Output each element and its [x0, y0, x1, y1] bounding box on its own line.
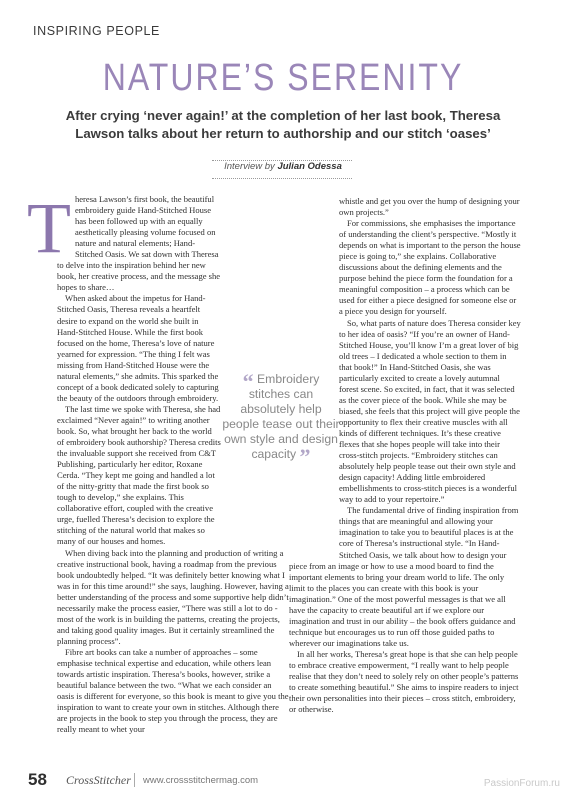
article-paragraph: The fundamental drive of finding inspiration from things that are meaningful and allowing your imagination to take you to beautiful places is at the core of Theresa’s instructional style. “In Hand-Stitched Oasis, we talk about how to design your piece from an image or how to use a mood board to find the important elements to bring your dream world to life. The only limit to the places you can create with this book is your imagination.” One of the most powerful messages is that we all have the capacity to create beautiful art if we explore our imagination and trust in our ability – the book offers guidance and technique but encourages us to run off those guided paths to wherever our imaginations take us.	[289, 505, 519, 648]
standfirst: After crying ‘never again!’ at the completion of her last book, Theresa Lawson talks about her return to authorship and our stitch ‘oases’	[65, 108, 501, 141]
article-paragraph: Theresa Lawson’s first book, the beautiful embroidery guide Hand-Stitched House has been followed up with an equally aesthetically pleasing volume focused on nature and natural elements; Hand-Stitched Oasis. We sat down with Theresa to delve into the inspiration behind her new book, her creative process, and the message she hopes to share…	[27, 188, 221, 293]
footer-divider	[134, 773, 135, 787]
article-paragraph: Fibre art books can take a number of approaches – some emphasise technical expertise and education, while others lean towards artistic inspiration. Theresa’s books, however, strike a beautiful balance between the two. “What we each consider an oasis is different for everyone, so this book is meant to give you the inspiration to want to create your own in stitches. Although there are projects in the book to step you through the process, they are really meant to whet your	[57, 646, 289, 735]
byline	[0, 161, 566, 172]
magazine-logo: CrossStitcher	[66, 773, 131, 787]
pull-quote-text: Embroidery stitches can absolutely help people tease out their own style and design capacity	[222, 372, 340, 461]
website-link[interactable]: www.crossstitchermag.com	[143, 775, 259, 786]
drop-cap: T	[27, 188, 71, 268]
watermark: PassionForum.ru	[483, 778, 560, 789]
page-title: NATURE’S SERENITY	[102, 56, 464, 99]
article-paragraph: In all her works, Theresa’s great hope is that she can help people to embrace creative empowerment, “I really want to help people realise that they don’t need to solely rely on other people’s patterns to create something beautiful.” She aims to inspire readers to inject their own personalities into their pieces – cross stitch, embroidery, or otherwise.	[289, 648, 519, 715]
byline-prefix: Interview by	[224, 161, 275, 172]
article-paragraph: So, what parts of nature does Theresa consider key to her idea of oasis? “If you’re an owner of Hand-Stitched House, you’ll know I’m a great lover of big old trees – I dedicated a whole section to them in that book!” In Hand-Stitched Oasis, she was particularly excited to create a lovely autumnal forest scene. So excited, in fact, that it was selected as the cover piece of the book. While she may be biased, she feels that this project will give people the opportunity to flex their creative muscles with all kinds of different techniques. It’s these creative flexes that she hopes people will take into their cross-stitch projects. “Embroidery stitches can absolutely help people tease out their own style and design capacity! Adding little embroidered embellishments to cross-stitch pieces is a wonderful way to add to your repertoire.”	[339, 317, 521, 505]
section-label: INSPIRING PEOPLE	[33, 24, 160, 38]
article-column-left	[27, 188, 289, 735]
pull-quote	[222, 369, 340, 469]
byline-author: Julian Odessa	[277, 161, 342, 172]
article-paragraph: When diving back into the planning and production of writing a creative instructional book, having a roadmap from the previous book undoubtedly helped. “It was definitely better knowing what I was in for this time around!” she says, laughing. However, having a better understanding of the process and some supportive help didn’t necessarily make the process easier, “There was still a lot to do - most of the work is in building the patterns, creating the projects, and taking good quality images. But it certainly streamlined the planning process”.	[57, 547, 289, 646]
article-paragraph: The last time we spoke with Theresa, she had exclaimed “Never again!” to writing another book. So, what brought her back to the world of embroidery book authorship? Theresa credits the invaluable support she received from C&T Publishing, particularly her editor, Roxane Cerda. “They kept me going and handled a lot of the nitty-gritty that made the first book so tough to develop,” she explains. This collaborative effort, coupled with the creative urge, fuelled Theresa’s decision to explore the stitching of the natural world that makes so many of our houses and homes.	[57, 403, 221, 547]
article-paragraph: whistle and get you over the hump of designing your own projects.”	[339, 196, 520, 218]
close-quote-icon: ”	[299, 444, 311, 469]
page-number: 58	[28, 770, 47, 789]
byline-rule-bottom	[212, 178, 352, 179]
article-paragraph: When asked about the impetus for Hand-Stitched Oasis, Theresa reveals a heartfelt desire to expand on the world she built in Hand-Stitched House. While the first book focused on the home, Theresa’s love of nature yearned for expression. “The thing I felt was missing from Hand-Stitched House were the natural elements,” she admits. This sparked the concept of a book dedicated solely to capturing the beauty of the outdoors through embroidery.	[57, 293, 219, 403]
open-quote-icon: “	[242, 369, 254, 394]
article-paragraph: For commissions, she emphasises the importance of understanding the client’s perspective. “Mostly it depends on what is important to the person the house piece is going to,” she explains. Collaborative discussions about the defining elements and the purpose behind the piece form the foundation for a meaningful composition – a process which can be used for either a piece designed for someone else or a piece you design for yourself.	[339, 218, 521, 317]
